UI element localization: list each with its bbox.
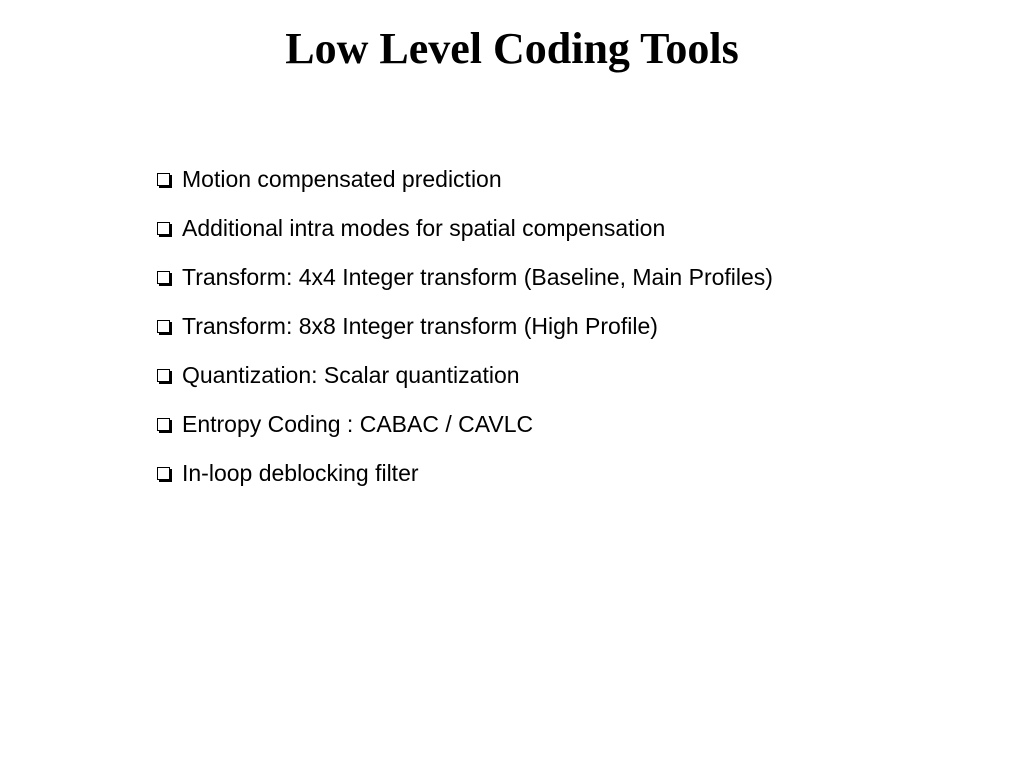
bullet-text: Entropy Coding : CABAC / CAVLC <box>182 410 534 437</box>
list-item <box>157 350 773 399</box>
list-item <box>157 154 773 203</box>
checkbox-square-icon <box>157 173 170 186</box>
bullet-list <box>157 154 773 497</box>
bullet-text: Motion compensated prediction <box>182 165 502 192</box>
slide-title: Low Level Coding Tools <box>285 24 739 73</box>
checkbox-square-icon <box>157 320 170 333</box>
checkbox-square-icon <box>157 418 170 431</box>
bullet-text: Transform: 4x4 Integer transform (Baseline, Main Profiles) <box>182 263 773 290</box>
checkbox-square-icon <box>157 467 170 480</box>
list-item <box>157 399 773 448</box>
bullet-text: Additional intra modes for spatial compensation <box>182 214 666 241</box>
bullet-text: Transform: 8x8 Integer transform (High Profile) <box>182 312 658 339</box>
checkbox-square-icon <box>157 271 170 284</box>
list-item <box>157 448 773 497</box>
list-item <box>157 301 773 350</box>
list-item <box>157 252 773 301</box>
bullet-text: In-loop deblocking filter <box>182 459 419 486</box>
list-item <box>157 203 773 252</box>
bullet-text: Quantization: Scalar quantization <box>182 361 520 388</box>
checkbox-square-icon <box>157 369 170 382</box>
checkbox-square-icon <box>157 222 170 235</box>
